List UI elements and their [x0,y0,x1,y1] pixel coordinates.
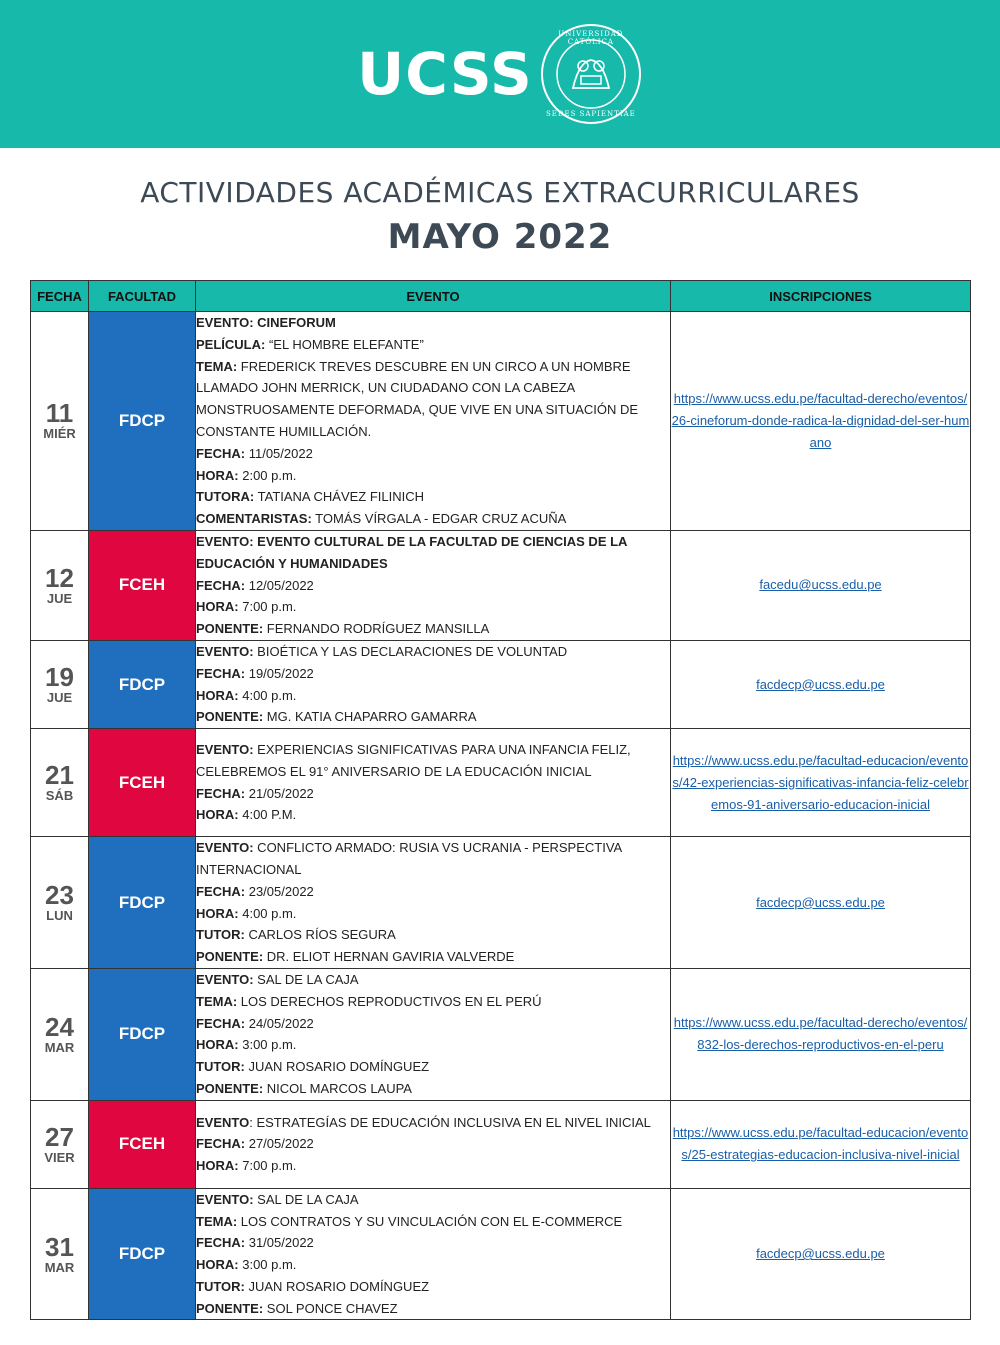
event-line-text: 31/05/2022 [245,1235,314,1251]
event-line [196,312,670,334]
event-line [196,443,670,465]
table-row [31,1100,971,1188]
event-cell [196,1188,671,1320]
events-table [30,280,971,1320]
event-line [196,596,670,618]
event-line-label: FECHA: [196,665,246,681]
event-line-label: PONENTE: [196,709,264,725]
event-line-text: 3:00 p.m. [238,1257,297,1273]
event-line-text: JUAN ROSARIO DOMÍNGUEZ [244,1059,430,1075]
event-line [196,837,670,881]
event-cell [196,729,671,837]
table-row [31,729,971,837]
event-line-label: HORA: [196,599,239,615]
event-line [196,1133,670,1155]
header-facultad: FACULTAD [89,281,196,312]
event-line-label: TEMA: [196,993,238,1009]
event-line [196,465,670,487]
event-line-text: SAL DE LA CAJA [253,971,359,987]
event-line-label: HORA: [196,1158,239,1174]
event-line [196,486,670,508]
event-line-text: BIOÉTICA Y LAS DECLARACIONES DE VOLUNTAD [253,643,568,659]
event-line [196,783,670,805]
event-line [196,1155,670,1177]
header-banner [0,0,1000,148]
inscription-link[interactable]: facdecp@ucss.edu.pe [756,676,885,692]
inscription-cell [671,1188,971,1320]
date-cell [31,1100,89,1188]
event-line [196,1013,670,1035]
day-number: 24 [45,1011,74,1042]
event-line [196,739,670,783]
event-cell [196,1100,671,1188]
event-line-text: EXPERIENCIAS SIGNIFICATIVAS PARA UNA INFANCIA FELIZ, CELEBREMOS EL 91° ANIVERSARIO DE LA EDUCACIÓN INICIAL [196,742,631,779]
table-row [31,312,971,531]
table-row [31,1188,971,1320]
event-line [196,334,670,356]
event-line-label: TUTOR: [196,1278,245,1294]
faculty-cell: FCEH [89,1100,196,1188]
day-number: 19 [45,662,74,693]
date-cell [31,640,89,728]
date-cell [31,1188,89,1320]
event-line-label: HORA: [196,1257,239,1273]
faculty-cell: FDCP [89,1188,196,1320]
event-line-text: SOL PONCE CHAVEZ [263,1300,398,1316]
table-row [31,640,971,728]
event-line-text: NICOL MARCOS LAUPA [263,1080,412,1096]
event-line [196,685,670,707]
event-line-label: PELÍCULA: [196,336,266,352]
event-line [196,641,670,663]
event-line [196,1254,670,1276]
table-header-row [31,281,971,312]
event-line-text: LOS DERECHOS REPRODUCTIVOS EN EL PERÚ [237,993,542,1009]
table-body [31,312,971,1320]
inscription-cell [671,968,971,1100]
event-line-label: TEMA: [196,1213,238,1229]
event-line [196,531,670,575]
event-line-text: MG. KATIA CHAPARRO GAMARRA [263,709,477,725]
event-line-label: FECHA: [196,1015,246,1031]
event-line [196,1232,670,1254]
event-line-label: PONENTE: [196,1080,264,1096]
event-line-text: 27/05/2022 [245,1136,314,1152]
event-line-text: LOS CONTRATOS Y SU VINCULACIÓN CON EL E-COMMERCE [237,1213,623,1229]
event-line-text: 3:00 p.m. [238,1037,297,1053]
day-number: 21 [45,760,74,791]
event-cell [196,837,671,969]
weekday: VIER [44,1149,75,1165]
event-line-text: TATIANA CHÁVEZ FILINICH [254,489,425,505]
event-line-text: 7:00 p.m. [238,1158,297,1174]
event-cell [196,530,671,640]
event-line-label: COMENTARISTAS: [196,511,312,527]
header-fecha: FECHA [31,281,89,312]
event-line-text: CARLOS RÍOS SEGURA [244,927,396,943]
inscription-cell [671,312,971,531]
day-number: 12 [45,562,74,593]
day-number: 11 [45,398,74,429]
inscription-link[interactable]: facdecp@ucss.edu.pe [756,894,885,910]
weekday: SÁB [45,788,74,804]
event-line-text: 24/05/2022 [245,1015,314,1031]
inscription-link[interactable]: facdecp@ucss.edu.pe [756,1246,885,1262]
faculty-cell: FDCP [89,640,196,728]
event-line [196,356,670,443]
inscription-cell [671,729,971,837]
event-line-text: JUAN ROSARIO DOMÍNGUEZ [244,1278,430,1294]
event-line [196,804,670,826]
event-line-label: EVENTO: [196,840,254,856]
event-line-text: 4:00 p.m. [238,905,297,921]
event-line [196,1056,670,1078]
table-row [31,837,971,969]
event-line-label: HORA: [196,467,239,483]
faculty-cell: FDCP [89,968,196,1100]
event-line [196,903,670,925]
faculty-cell: FCEH [89,729,196,837]
event-line-label: FECHA: [196,883,246,899]
inscription-link[interactable]: https://www.ucss.edu.pe/facultad-derecho/eventos/26-cineforum-donde-radica-la-dignidad-del-ser-humano [671,390,970,450]
event-line-label: FECHA: [196,1136,246,1152]
event-line [196,924,670,946]
event-line-label: EVENTO: [196,742,254,758]
inscription-link[interactable]: https://www.ucss.edu.pe/facultad-educacion/eventos/25-estrategias-educacion-inclusiva-nivel-inicial [672,1125,969,1163]
faculty-cell: FDCP [89,837,196,969]
event-line-label: PONENTE: [196,621,264,637]
seal-bottom-text: SEDES SAPIENTIAE [545,110,636,118]
event-line-text: 4:00 P.M. [238,807,297,823]
event-line [196,663,670,685]
event-line-text: 11/05/2022 [245,445,313,461]
event-line-text: FREDERICK TREVES DESCUBRE EN UN CIRCO A UN HOMBRE LLAMADO JOHN MERRICK, UN CIUDADANO CON LA CABEZA MONSTRUOSAMENTE DEFORMADA, QUE VIVE EN UNA SITUACIÓN DE CONSTANTE HUMILLACIÓN. [196,358,639,439]
faculty-cell: FCEH [89,530,196,640]
weekday: MIÉR [43,426,76,442]
event-line-label: FECHA: [196,577,246,593]
event-line-label: FECHA: [196,785,246,801]
event-line-label: EVENTO [196,1114,250,1130]
event-line [196,1112,670,1134]
weekday: LUN [46,908,73,924]
event-line-label: HORA: [196,687,239,703]
event-line [196,1211,670,1233]
date-cell [31,729,89,837]
event-line-text: “EL HOMBRE ELEFANTE” [265,336,424,352]
seal-top-text: UNIVERSIDAD CATÓLICA [558,30,624,46]
logo-text: UCSS [357,40,533,108]
inscription-link[interactable]: facedu@ucss.edu.pe [759,577,882,593]
date-cell [31,968,89,1100]
event-line-label: EVENTO: [196,971,254,987]
weekday: JUE [46,690,73,706]
event-line-label: EVENTO: [196,643,254,659]
event-line-label: HORA: [196,807,239,823]
inscription-cell [671,640,971,728]
page-title: ACTIVIDADES ACADÉMICAS EXTRACURRICULARES [140,176,860,209]
event-line-text: 21/05/2022 [245,785,314,801]
event-cell [196,640,671,728]
weekday: MAR [44,1039,75,1055]
event-line-label: TEMA: [196,358,238,374]
inscription-cell [671,837,971,969]
event-line [196,1034,670,1056]
event-line [196,1276,670,1298]
day-number: 27 [45,1121,74,1152]
event-line-text: : ESTRATEGÍAS DE EDUCACIÓN INCLUSIVA EN EL NIVEL INICIAL [249,1114,651,1130]
event-line-label: FECHA: [196,445,246,461]
title-block [0,148,1000,257]
event-line-label: HORA: [196,905,239,921]
event-line-text: SAL DE LA CAJA [253,1191,359,1207]
faculty-cell: FDCP [89,312,196,531]
event-line [196,618,670,640]
event-line-label: EVENTO: [196,1191,254,1207]
event-line [196,969,670,991]
event-line-label: TUTOR: [196,927,245,943]
event-cell [196,312,671,531]
event-line-label: TUTORA: [196,489,255,505]
event-line [196,575,670,597]
event-line-label: PONENTE: [196,1300,264,1316]
event-line-label: EVENTO: EVENTO CULTURAL DE LA FACULTAD DE CIENCIAS DE LA EDUCACIÓN Y HUMANIDADES [196,533,627,571]
event-line-text: 2:00 p.m. [238,467,297,483]
event-cell [196,968,671,1100]
day-number: 31 [45,1231,74,1262]
weekday: MAR [44,1259,75,1275]
page-subtitle: MAYO 2022 [387,217,613,257]
date-cell [31,837,89,969]
day-number: 23 [45,880,74,911]
event-line-label: FECHA: [196,1235,246,1251]
event-line [196,991,670,1013]
ucss-logo [357,22,643,126]
event-line [196,1189,670,1211]
event-line-text: FERNANDO RODRÍGUEZ MANSILLA [263,621,490,637]
seal-icon [539,22,643,126]
event-line-text: 19/05/2022 [245,665,314,681]
event-line-label: HORA: [196,1037,239,1053]
event-line-label: EVENTO: CINEFORUM [196,315,336,330]
event-line-text: 7:00 p.m. [238,599,297,615]
event-line [196,706,670,728]
event-line-text: 4:00 p.m. [238,687,297,703]
event-line [196,1298,670,1320]
inscription-link[interactable]: https://www.ucss.edu.pe/facultad-educacion/eventos/42-experiencias-significativas-infancia-feliz-celebremos-91-aniversario-educacion-inicial [672,752,969,812]
inscription-link[interactable]: https://www.ucss.edu.pe/facultad-derecho/eventos/832-los-derechos-reproductivos-en-el-peru [673,1015,968,1053]
date-cell [31,530,89,640]
event-line [196,946,670,968]
event-line [196,881,670,903]
event-line-label: PONENTE: [196,949,264,965]
event-line-text: TOMÁS VÍRGALA - EDGAR CRUZ ACUÑA [311,511,567,527]
header-inscripciones: INSCRIPCIONES [671,281,971,312]
weekday: JUE [46,590,73,606]
inscription-cell [671,1100,971,1188]
table-row [31,530,971,640]
event-line-text: 23/05/2022 [245,883,314,899]
event-line-text: 12/05/2022 [245,577,314,593]
event-line-label: TUTOR: [196,1059,245,1075]
event-line [196,1078,670,1100]
event-line [196,508,670,530]
header-evento: EVENTO [196,281,671,312]
inscription-cell [671,530,971,640]
event-line-text: DR. ELIOT HERNAN GAVIRIA VALVERDE [263,949,515,965]
event-line-text: CONFLICTO ARMADO: RUSIA VS UCRANIA - PERSPECTIVA INTERNACIONAL [196,840,622,877]
table-row [31,968,971,1100]
date-cell [31,312,89,531]
